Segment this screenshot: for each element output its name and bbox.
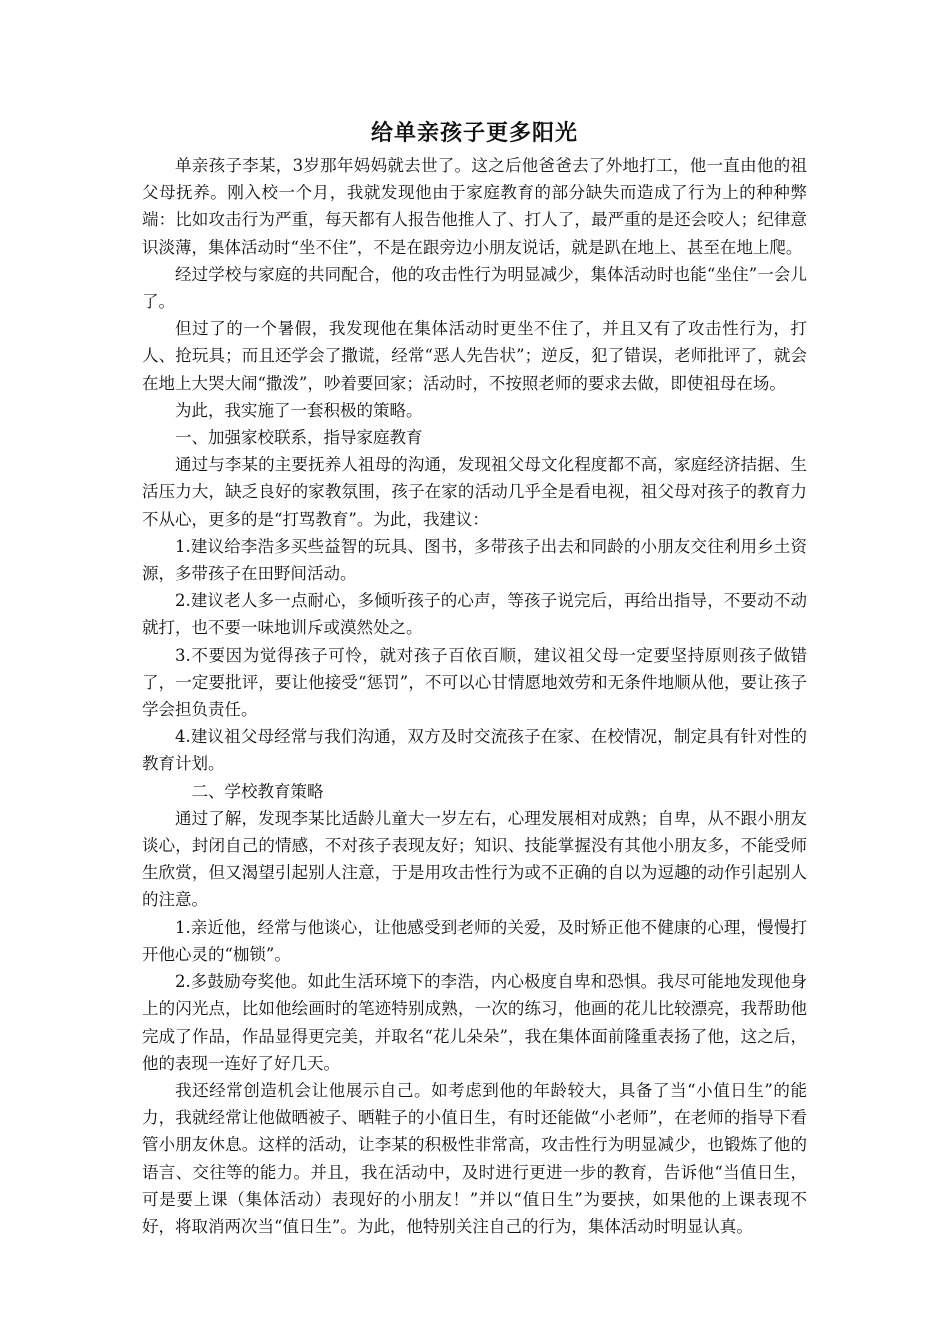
paragraph-intro: 单亲孩子李某，3岁那年妈妈就去世了。这之后他爸爸去了外地打工，他一直由他的祖父母抚养。刚入校一个月，我就发现他由于家庭教育的部分缺失而造成了行为上的种种弊端：比如攻击行为严重，每天都有人报告他推人了、打人了，最严重的是还会咬人；纪律意识淡薄，集体活动时“坐不住”，不是在跟旁边小朋友说话，就是趴在地上、甚至在地上爬。: [142, 156, 807, 257]
family-suggestion-1: 1.建议给李浩多买些益智的玩具、图书，多带孩子出去和同龄的小朋友交往利用乡土资源，多带孩子在田野间活动。: [142, 536, 807, 584]
family-suggestion-3: 3.不要因为觉得孩子可怜，就对孩子百依百顺，建议祖父母一定要坚持原则孩子做错了，一定要批评，要让他接受“惩罚”，不可以心甘情愿地效劳和无条件地顺从他，要让孩子学会担负责任。: [142, 645, 807, 720]
document-page: [142, 116, 807, 1240]
school-strategy-1: 1.亲近他，经常与他谈心，让他感受到老师的关爱，及时矫正他不健康的心理，慢慢打开他心灵的“枷锁”。: [142, 917, 807, 964]
paragraph-value-day: 我还经常创造机会让他展示自己。如考虑到他的年龄较大，具备了当“小值日生”的能力，我就经常让他做晒被子、晒鞋子的小值日生，有时还能做“小老师”，在老师的指导下看管小朋友休息。这样的活动，让李某的积极性非常高，攻击性行为明显减少，也锻炼了他的语言、交往等的能力。并且，我在活动中，及时进行更进一步的教育，告诉他“当值日生，可是要上课（集体活动）表现好的小朋友！”并以“值日生”为要挟，如果他的上课表现不好，将取消两次当“值日生”。为此，他特别关注自己的行为，集体活动时明显认真。: [142, 1080, 807, 1236]
school-strategy-2: 2.多鼓励夸奖他。如此生活环境下的李浩，内心极度自卑和恐惧。我尽可能地发现他身上的闪光点，比如他绘画时的笔迹特别成熟，一次的练习，他画的花儿比较漂亮，我帮助他完成了作品，作品显得更完美，并取名“花儿朵朵”，我在集体面前隆重表扬了他，这之后，他的表现一连好了好几天。: [142, 972, 807, 1073]
section-heading-family: 一、加强家校联系，指导家庭教育: [175, 428, 423, 448]
paragraph-school-analysis: 通过了解，发现李某比适龄儿童大一岁左右，心理发展相对成熟；自卑，从不跟小朋友谈心，封闭自己的情感，不对孩子表现友好；知识、技能掌握没有其他小朋友多，不能受师生欣赏，但又渴望引起别人注意，于是用攻击性行为或不正确的自以为逗趣的动作引起别人的注意。: [142, 808, 807, 910]
family-suggestion-2: 2.建议老人多一点耐心，多倾听孩子的心声，等孩子说完后，再给出指导，不要动不动就打，也不要一味地训斥或漠然处之。: [142, 591, 807, 638]
paragraph-family-analysis: 通过与李某的主要抚养人祖母的沟通，发现祖父母文化程度都不高，家庭经济拮据、生活压力大，缺乏良好的家教氛围，孩子在家的活动几乎全是看电视，祖父母对孩子的教育力不从心，更多的是“打骂教育”。为此，我建议：: [142, 455, 807, 529]
paragraph-regression: 但过了的一个暑假，我发现他在集体活动时更坐不住了，并且又有了攻击性行为，打人、抢玩具；而且还学会了撒谎，经常“恶人先告状”；逆反，犯了错误，老师批评了，就会在地上大哭大闹“撒泼”，吵着要回家；活动时，不按照老师的要求去做，即使祖母在场。: [142, 319, 807, 393]
family-suggestion-4: 4.建议祖父母经常与我们沟通，双方及时交流孩子在家、在校情况，制定具有针对性的教育计划。: [142, 727, 807, 774]
section-heading-school: 二、学校教育策略: [191, 781, 324, 801]
paragraph-progress: 经过学校与家庭的共同配合，他的攻击性行为明显减少，集体活动时也能“坐住”一会儿了。: [142, 264, 807, 312]
document-title: 给单亲孩子更多阳光: [370, 120, 578, 146]
paragraph-strategy-intro: 为此，我实施了一套积极的策略。: [175, 400, 423, 420]
